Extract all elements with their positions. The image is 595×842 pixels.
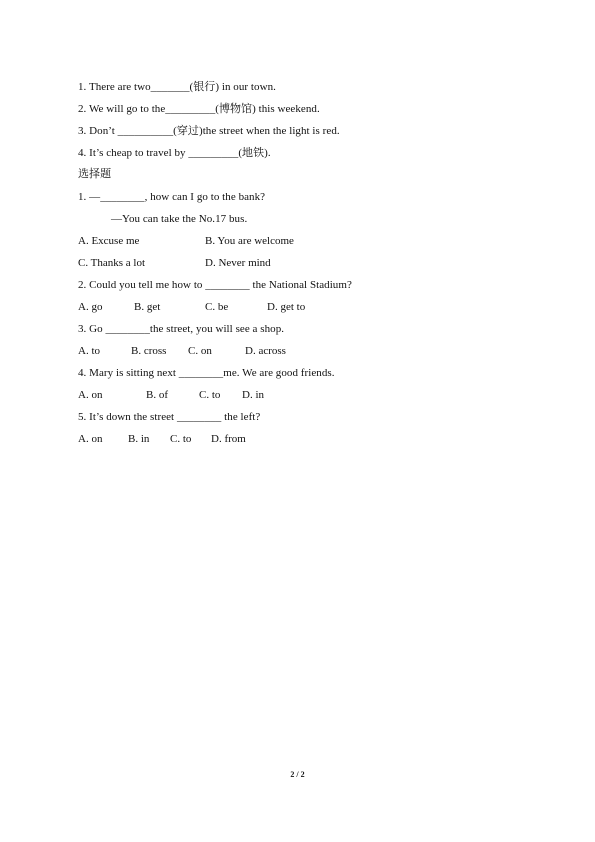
question-1-option-d: D. Never mind [205, 257, 271, 269]
question-2-option-d: D. get to [267, 301, 306, 313]
section-title: 选择题 [78, 168, 112, 180]
question-1-text: 1. ―________, how can I go to the bank? [78, 191, 266, 203]
question-2-option-b: B. get [134, 301, 161, 313]
page-number: 2 / 2 [290, 770, 305, 779]
question-5-option-a: A. on [78, 433, 103, 445]
question-4-option-d: D. in [242, 389, 264, 401]
question-5-option-d: D. from [211, 433, 246, 445]
question-5-option-b: B. in [128, 433, 150, 445]
question-5-text: 5. It’s down the street ________ the left? [78, 411, 261, 423]
question-2-option-c: C. be [205, 301, 229, 313]
question-4-option-a: A. on [78, 389, 103, 401]
question-3-option-d: D. across [245, 345, 286, 357]
question-5-option-c: C. to [170, 433, 192, 445]
question-2-text: 2. Could you tell me how to ________ the National Stadium? [78, 279, 352, 291]
question-1-option-b: B. You are welcome [205, 235, 294, 247]
fill-in-item-1: 1. There are two_______(银行) in our town. [78, 81, 276, 93]
question-1-option-c: C. Thanks a lot [78, 257, 146, 269]
question-4-option-c: C. to [199, 389, 221, 401]
question-3-option-a: A. to [78, 345, 100, 357]
question-4-text: 4. Mary is sitting next ________me. We are good friends. [78, 367, 335, 379]
fill-in-item-4: 4. It’s cheap to travel by _________(地铁). [78, 147, 271, 159]
question-3-option-b: B. cross [131, 345, 167, 357]
question-1-reply: ―You can take the No.17 bus. [111, 213, 248, 225]
question-3-option-c: C. on [188, 345, 212, 357]
question-1-option-a: A. Excuse me [78, 235, 140, 247]
question-2-option-a: A. go [78, 301, 103, 313]
fill-in-item-2: 2. We will go to the_________(博物馆) this weekend. [78, 103, 320, 115]
fill-in-item-3: 3. Don’t __________(穿过)the street when the light is red. [78, 125, 340, 137]
question-4-option-b: B. of [146, 389, 168, 401]
question-3-text: 3. Go ________the street, you will see a shop. [78, 323, 285, 335]
